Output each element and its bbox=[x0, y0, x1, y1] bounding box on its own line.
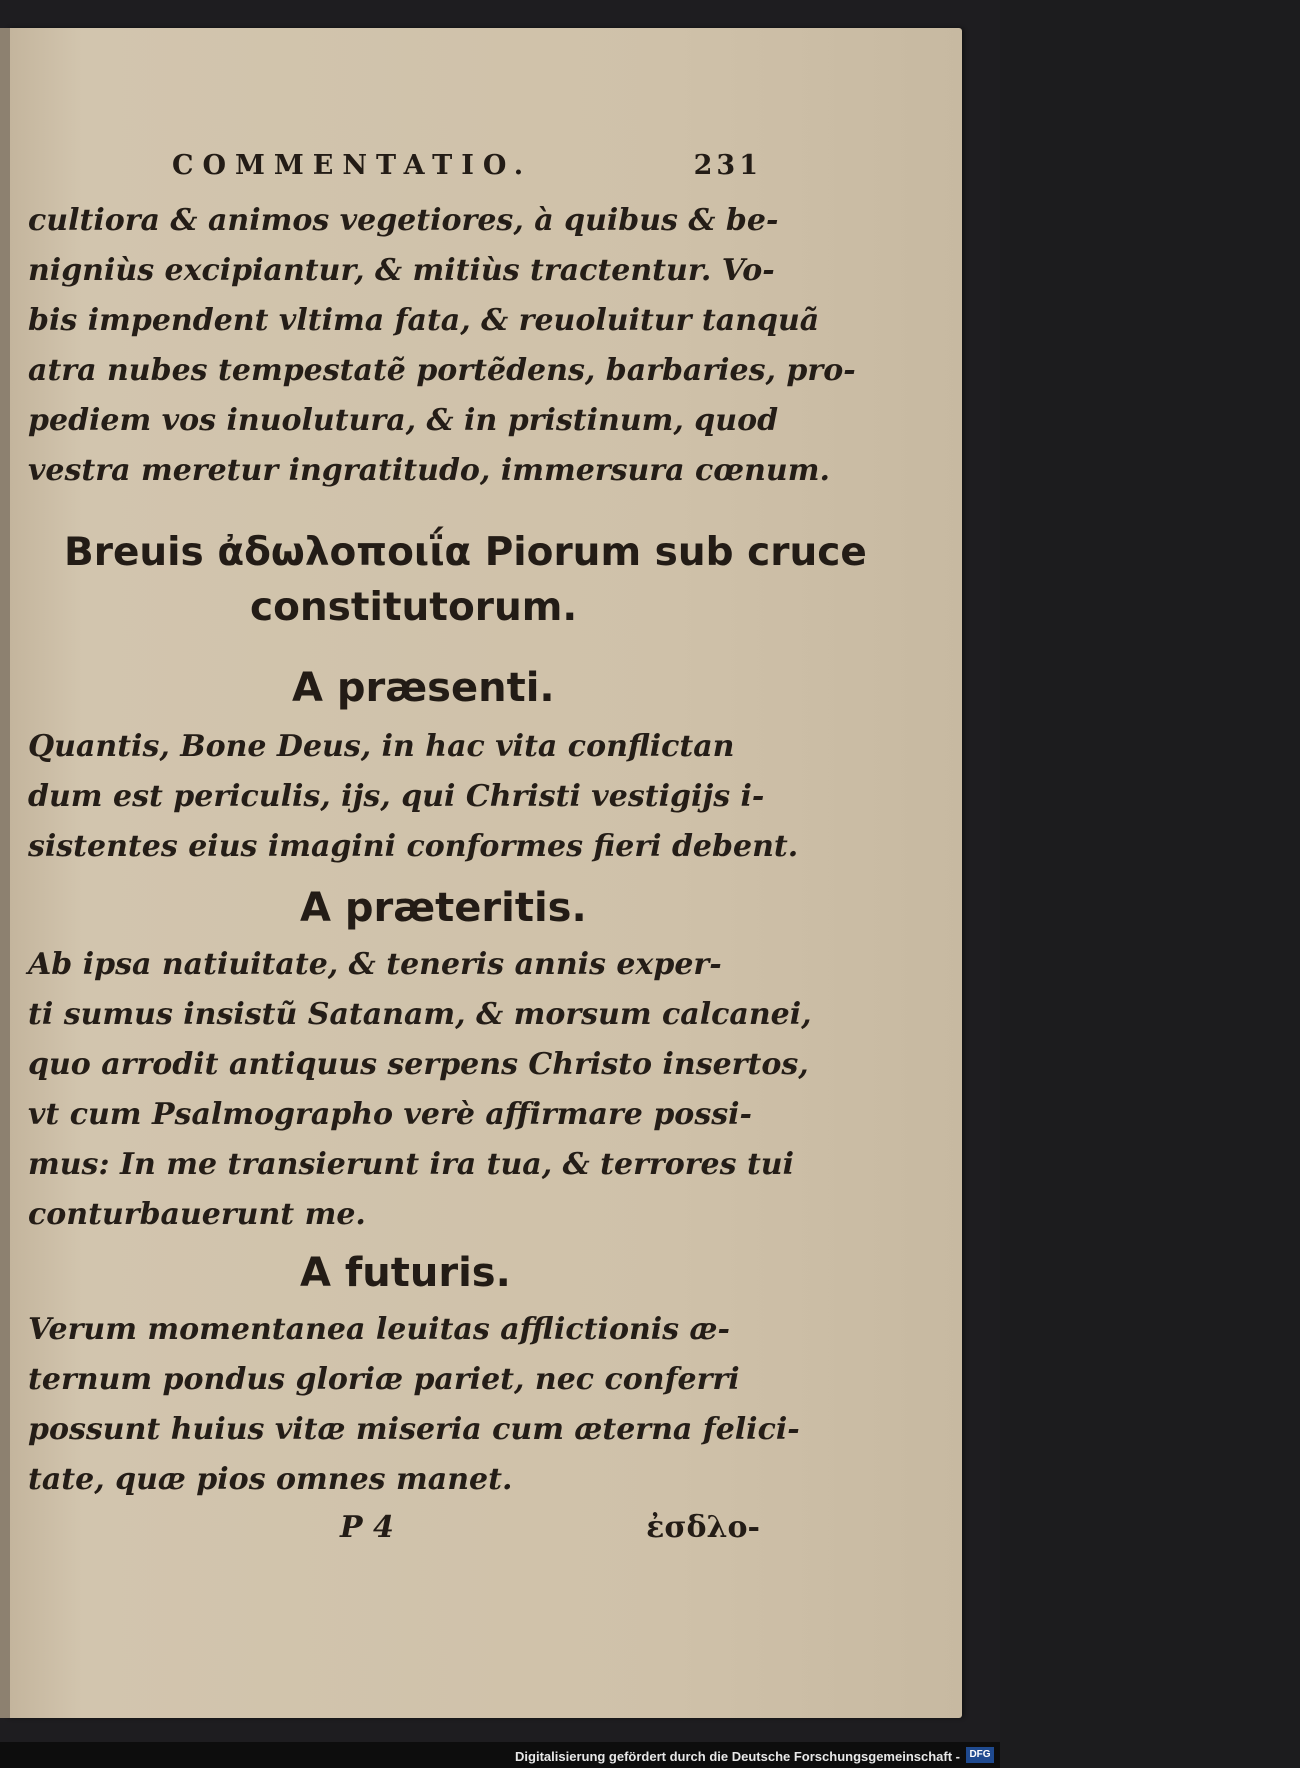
subheading-futuris: A futuris. bbox=[300, 1250, 511, 1296]
running-head-title: COMMENTATIO. bbox=[172, 150, 533, 181]
text-line: ti sumus insistũ Satanam, & morsum calcanei, bbox=[28, 997, 812, 1032]
text-line: nigniùs excipiantur, & mitiùs tractentur. Vo- bbox=[28, 253, 775, 288]
running-head bbox=[172, 150, 762, 190]
text-line: quo arrodit antiquus serpens Christo insertos, bbox=[28, 1047, 809, 1082]
text-line: mus: In me transierunt ira tua, & terrores tui bbox=[28, 1147, 795, 1182]
section-heading-continued: constitutorum. bbox=[250, 585, 578, 630]
text-line: dum est periculis, ijs, qui Christi vestigijs i- bbox=[28, 779, 765, 814]
text-line: ternum pondus gloriæ pariet, nec conferri bbox=[28, 1362, 740, 1397]
text-line: atra nubes tempestatẽ portẽdens, barbaries, pro- bbox=[28, 353, 856, 388]
text-line: Quantis, Bone Deus, in hac vita conflictan bbox=[28, 729, 735, 764]
text-line: bis impendent vltima fata, & reuoluitur tanquã bbox=[28, 303, 820, 338]
page-number: 231 bbox=[693, 150, 762, 181]
text-line: Ab ipsa natiuitate, & teneris annis exper- bbox=[28, 947, 722, 982]
text-line: tate, quæ pios omnes manet. bbox=[28, 1462, 513, 1497]
text-line: sistentes eius imagini conformes fieri debent. bbox=[28, 829, 799, 864]
catchword: ἐσδλο- bbox=[646, 1510, 760, 1545]
footer-bar bbox=[0, 1742, 1000, 1768]
signature-mark: P 4 bbox=[340, 1510, 394, 1545]
text-line: Verum momentanea leuitas afflictionis æ- bbox=[28, 1312, 730, 1347]
text-line: possunt huius vitæ miseria cum æterna felici- bbox=[28, 1412, 800, 1447]
text-line: pediem vos inuolutura, & in pristinum, quod bbox=[28, 403, 779, 438]
page-edge bbox=[0, 28, 10, 1718]
dfg-logo: DFG bbox=[966, 1747, 994, 1763]
section-heading: Breuis ἀδωλοποιΐα Piorum sub cruce bbox=[64, 530, 867, 575]
text-line: conturbauerunt me. bbox=[28, 1197, 366, 1232]
subheading-praeteritis: A præteritis. bbox=[300, 885, 587, 931]
text-line: vestra meretur ingratitudo, immersura cœnum. bbox=[28, 453, 830, 488]
text-line: vt cum Psalmographo verè affirmare possi- bbox=[28, 1097, 752, 1132]
subheading-praesenti: A præsenti. bbox=[292, 665, 555, 711]
footer-credit: Digitalisierung gefördert durch die Deutsche Forschungsgemeinschaft - bbox=[515, 1749, 960, 1764]
text-line: cultiora & animos vegetiores, à quibus & be- bbox=[28, 203, 779, 238]
